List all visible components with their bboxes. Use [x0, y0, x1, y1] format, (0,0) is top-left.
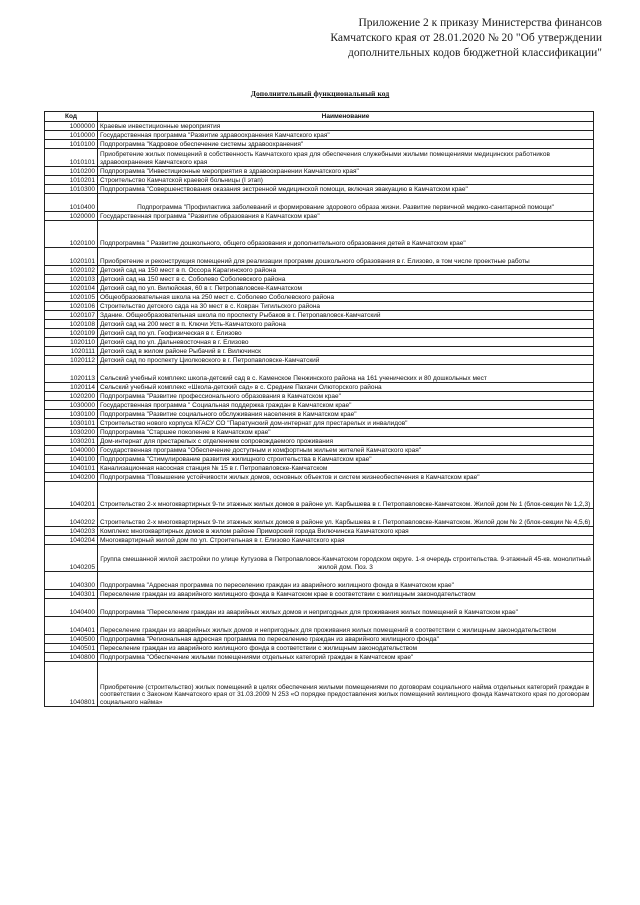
row-name: Группа смешанной жилой застройки по улице Кутузова в Петропавловск-Камчатском городском округе. 1-я очередь строительства. 9-этажный 45-кв. монолитный жилой дом. Поз. 3 [98, 545, 594, 572]
row-code: 1020109 [45, 329, 98, 338]
table-row [45, 590, 594, 599]
row-code: 1040500 [45, 635, 98, 644]
table-row [45, 338, 594, 347]
row-name: Подпрограмма "Совершенствования оказания экстренной медицинской помощи, включая эвакуацию в Камчатском крае" [98, 185, 594, 194]
row-name: Подпрограмма "Развитие профессионального образования в Камчатском крае" [98, 392, 594, 401]
document-title: Дополнительный функциональный код [250, 89, 390, 98]
table-row [45, 473, 594, 482]
row-name: Строительство нового корпуса КГАСУ СО "Паратунский дом-интернат для престарелых и инвалидов" [98, 419, 594, 428]
row-code: 1040101 [45, 464, 98, 473]
table-row [45, 140, 594, 149]
row-code: 1040200 [45, 473, 98, 482]
row-name: Государственная программа "Развитие образования в Камчатском крае" [98, 212, 594, 221]
row-name: Подпрограмма "Стимулирование развития жилищного строительства в Камчатском крае" [98, 455, 594, 464]
row-name: Детский сад на 200 мест в п. Ключи Усть-Камчатского района [98, 320, 594, 329]
table-row [45, 122, 594, 131]
header-line-2: Камчатского края от 28.01.2020 № 20 "Об утверждении [330, 32, 602, 44]
row-code: 1030000 [45, 401, 98, 410]
table-row [45, 419, 594, 428]
row-name: Государственная программа "Обеспечение доступным и комфортным жильем жителей Камчатского края" [98, 446, 594, 455]
row-code: 1040201 [45, 482, 98, 509]
table-row [45, 401, 594, 410]
row-name: Строительство 2-х многоквартирных 9-ти этажных жилых домов в районе ул. Карбышева в г. Петропавловске-Камчатском. Жилой дом № 1 (блок-секции № 1,2,3) [98, 482, 594, 509]
row-code: 1020111 [45, 347, 98, 356]
table-row [45, 329, 594, 338]
table-row [45, 428, 594, 437]
row-name: Переселение граждан из аварийного жилищного фонда в Камчатском крае в соответствии с жилищным законодательством [98, 590, 594, 599]
row-code: 1040203 [45, 527, 98, 536]
row-code: 1030201 [45, 437, 98, 446]
row-code: 1020104 [45, 284, 98, 293]
row-name: Здание. Общеобразовательная школа по проспекту Рыбаков в г. Петропавловск-Камчатский [98, 311, 594, 320]
row-code: 1020102 [45, 266, 98, 275]
header-line-1: Приложение 2 к приказу Министерства финансов [358, 17, 602, 29]
document-header [272, 16, 602, 61]
table-row [45, 572, 594, 590]
table-row [45, 410, 594, 419]
row-name: Подпрограмма "Старшее поколение в Камчатском крае" [98, 428, 594, 437]
table-row [45, 356, 594, 365]
row-name: Подпрограмма "Инвестиционные мероприятия в здравоохранении Камчатского края" [98, 167, 594, 176]
table-row [45, 248, 594, 266]
row-name: Государственная программа " Социальная поддержка граждан в Камчатском крае" [98, 401, 594, 410]
row-code: 1040300 [45, 572, 98, 590]
table-header-row [45, 112, 594, 122]
row-code: 1020000 [45, 212, 98, 221]
table-body [45, 122, 594, 707]
row-name: Строительство детского сада на 30 мест в с. Ковран Тигильского района [98, 302, 594, 311]
row-name: Комплекс многоквартирных домов в жилом районе Приморский города Вилючинска Камчатского края [98, 527, 594, 536]
row-code: 1020110 [45, 338, 98, 347]
table-row [45, 509, 594, 527]
table-row [45, 653, 594, 662]
table-row [45, 275, 594, 284]
row-name: Строительство 2-х многоквартирных 9-ти этажных жилых домов в районе ул. Карбышева в г. Петропавловске-Камчатском. Жилой дом № 2 (блок-секции № 4,5,6) [98, 509, 594, 527]
row-name: Детский сад по ул. Вилюйская, 60 в г. Петропавловске-Камчатском [98, 284, 594, 293]
row-code: 1010000 [45, 131, 98, 140]
row-code: 1010101 [45, 149, 98, 167]
row-code: 1000000 [45, 122, 98, 131]
table-row [45, 212, 594, 221]
row-name: Детский сад по ул. Геофизическая в г. Елизово [98, 329, 594, 338]
row-code: 1040205 [45, 545, 98, 572]
row-code: 1040100 [45, 455, 98, 464]
row-name: Детский сад на 150 мест в с. Соболево Соболевского района [98, 275, 594, 284]
row-name: Общеобразовательная школа на 250 мест с. Соболево Соболевского района [98, 293, 594, 302]
row-code: 1020114 [45, 383, 98, 392]
table-row [45, 320, 594, 329]
row-code: 1010200 [45, 167, 98, 176]
table-row [45, 221, 594, 248]
row-name: Переселение граждан из аварийного жилищного фонда в соответствии с жилищным законодательством [98, 644, 594, 653]
row-name: Подпрограмма "Профилактика заболеваний и формирование здорового образа жизни. Развитие первичной медико-санитарной помощи" [98, 194, 594, 212]
table-row [45, 167, 594, 176]
table-row [45, 662, 594, 707]
row-code: 1040801 [45, 662, 98, 707]
row-code: 1010300 [45, 185, 98, 194]
table-row [45, 482, 594, 509]
row-code: 1030100 [45, 410, 98, 419]
row-name: Подпрограмма "Обеспечение жилыми помещениями отдельных категорий граждан в Камчатском крае" [98, 653, 594, 662]
row-code: 1020105 [45, 293, 98, 302]
row-code: 1020107 [45, 311, 98, 320]
table-row [45, 446, 594, 455]
row-name: Подпрограмма "Повышение устойчивости жилых домов, основных объектов и систем жизнеобеспечения в Камчатском крае" [98, 473, 594, 482]
column-header-name: Наименование [98, 112, 594, 122]
row-code: 1020103 [45, 275, 98, 284]
row-code: 1040400 [45, 599, 98, 617]
row-code: 1010100 [45, 140, 98, 149]
row-name: Приобретение и реконструкция помещений для реализации программ дошкольного образования в г. Елизово, в том числе проектные работы [98, 248, 594, 266]
table-row [45, 455, 594, 464]
row-name: Детский сад по проспекту Циолковского в г. Петропавловске-Камчатский [98, 356, 594, 365]
table-row [45, 149, 594, 167]
row-name: Подпрограмма "Адресная программа по переселению граждан из аварийного жилищного фонда в Камчатском крае" [98, 572, 594, 590]
row-name: Канализационная насосная станция № 15 в г. Петропавловске-Камчатском [98, 464, 594, 473]
table-row [45, 185, 594, 194]
row-name: Строительство Камчатской краевой больницы (I этап) [98, 176, 594, 185]
column-header-code: Код [45, 112, 98, 122]
table-row [45, 617, 594, 635]
table-row [45, 392, 594, 401]
table-row [45, 527, 594, 536]
table-row [45, 545, 594, 572]
row-code: 1040000 [45, 446, 98, 455]
row-name: Детский сад в жилом районе Рыбачий в г. Вилючинск [98, 347, 594, 356]
row-name: Детский сад по ул. Дальневосточная в г. Елизово [98, 338, 594, 347]
row-name: Подпрограмма "Переселение граждан из аварийных жилых домов и непригодных для проживания жилых помещений в Камчатском крае" [98, 599, 594, 617]
table-row [45, 284, 594, 293]
row-code: 1020101 [45, 248, 98, 266]
row-name: Подпрограмма " Развитие дошкольного, общего образования и дополнительного образования детей в Камчатском крае" [98, 221, 594, 248]
codes-table [44, 111, 594, 707]
row-name: Сельский учебный комплекс «Школа-детский сад» в с. Средние Пахачи Олюторского района [98, 383, 594, 392]
row-code: 1010201 [45, 176, 98, 185]
row-name: Подпрограмма "Развитие социального обслуживания населения в Камчатском крае" [98, 410, 594, 419]
row-code: 1030101 [45, 419, 98, 428]
row-code: 1020106 [45, 302, 98, 311]
table-row [45, 437, 594, 446]
row-name: Приобретение (строительство) жилых помещений в целях обеспечения жилыми помещениями по договорам социального найма отдельных категорий граждан в соответствии с Законом Камчатского края от 31.03.2009 N 253 «О порядке предоставления жилых помещений жилищного фонда Камчатского края по договорам социального найма» [98, 662, 594, 707]
row-code: 1020108 [45, 320, 98, 329]
row-name: Приобретение жилых помещений в собственность Камчатского края для обеспечения служебными жилыми помещениями медицинских работников здравоохранения Камчатского края [98, 149, 594, 167]
row-name: Детский сад на 150 мест в п. Оссора Карагинского района [98, 266, 594, 275]
table-row [45, 536, 594, 545]
table-row [45, 131, 594, 140]
row-code: 1040401 [45, 617, 98, 635]
table-row [45, 347, 594, 356]
row-code: 1020113 [45, 365, 98, 383]
table-row [45, 635, 594, 644]
table-row [45, 383, 594, 392]
header-line-3: дополнительных кодов бюджетной классификации" [348, 47, 602, 59]
table-row [45, 644, 594, 653]
row-code: 1040800 [45, 653, 98, 662]
row-code: 1030200 [45, 428, 98, 437]
row-name: Переселение граждан из аварийных жилых домов и непригодных для проживания жилых помещений в соответствии с жилищным законодательством [98, 617, 594, 635]
table-row [45, 311, 594, 320]
row-name: Подпрограмма "Региональная адресная программа по переселению граждан из аварийного жилищного фонда" [98, 635, 594, 644]
row-name: Краевые инвестиционные мероприятия [98, 122, 594, 131]
table-row [45, 599, 594, 617]
row-code: 1020100 [45, 221, 98, 248]
table-row [45, 302, 594, 311]
table-row [45, 176, 594, 185]
table-row [45, 365, 594, 383]
table-row [45, 293, 594, 302]
row-code: 1040501 [45, 644, 98, 653]
row-code: 1040204 [45, 536, 98, 545]
row-code: 1020200 [45, 392, 98, 401]
row-code: 1040301 [45, 590, 98, 599]
row-code: 1010400 [45, 194, 98, 212]
row-name: Дом-интернат для престарелых с отделением сопровождаемого проживания [98, 437, 594, 446]
row-code: 1040202 [45, 509, 98, 527]
row-name: Сельский учебный комплекс школа-детский сад в с. Каменское Пенжинского района на 161 ученических и 80 дошкольных мест [98, 365, 594, 383]
row-code: 1020112 [45, 356, 98, 365]
row-name: Подпрограмма "Кадровое обеспечение системы здравоохранения" [98, 140, 594, 149]
table-row [45, 266, 594, 275]
table-row [45, 464, 594, 473]
row-name: Многоквартирный жилой дом по ул. Строительная в г. Елизово Камчатского края [98, 536, 594, 545]
table-row [45, 194, 594, 212]
row-name: Государственная программа "Развитие здравоохранения Камчатского края" [98, 131, 594, 140]
